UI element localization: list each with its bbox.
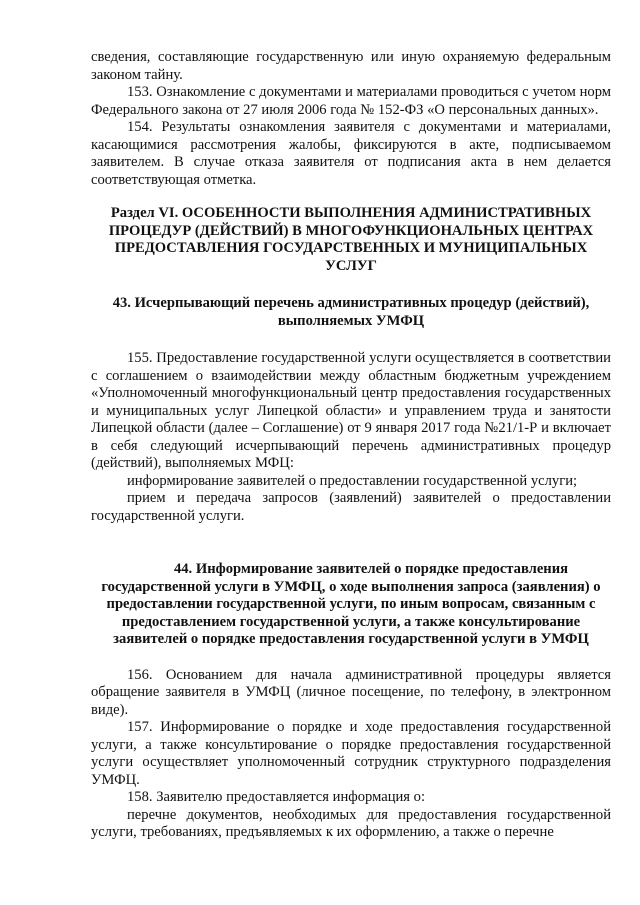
document-page <box>91 49 611 842</box>
paragraph-154: 154. Результаты ознакомления заявителя с документами и материалами, касающимися рассмотрения жалобы, фиксируются в акте, подписываемом заявителем. В случае отказа заявителя от подписания акта в нем делается соответствующая отметка. <box>91 119 611 188</box>
list-item: прием и передача запросов (заявлений) заявителей о предоставлении государственной услуги. <box>91 490 611 524</box>
paragraph-155: 155. Предоставление государственной услуги осуществляется в соответствии с соглашением о взаимодействии между областным бюджетным учреждением «Уполномоченный многофункциональный центр предоставления государственных и муниципальных услуг Липецкой области» и управлением труда и занятости Липецкой области (далее – Соглашение) от 9 января 2017 года №21/1-Р и включает в себя следующий исчерпывающий перечень административных процедур (действий), выполняемых МФЦ: <box>91 350 611 471</box>
paragraph-156: 156. Основанием для начала административной процедуры является обращение заявителя в УМФЦ (личное посещение, по телефону, в электронном виде). <box>91 666 611 718</box>
paragraph-158-item: перечне документов, необходимых для предоставления государственной услуги, требованиях, предъявляемых к их оформлению, а также о перечне <box>91 806 611 840</box>
list-item: информирование заявителей о предоставлении государственной услуги; <box>127 472 578 489</box>
section-6-heading: Раздел VI. ОСОБЕННОСТИ ВЫПОЛНЕНИЯ АДМИНИСТРАТИВНЫХ ПРОЦЕДУР (ДЕЙСТВИЙ) В МНОГОФУНКЦИОНАЛЬНЫХ ЦЕНТРАХ ПРЕДОСТАВЛЕНИЯ ГОСУДАРСТВЕННЫХ И МУНИЦИПАЛЬНЫХ УСЛУГ <box>108 205 594 274</box>
subsection-43-heading: 43. Исчерпывающий перечень административных процедур (действий), выполняемых УМФЦ <box>112 295 590 329</box>
subsection-44-heading: 44. Информирование заявителей о порядке предоставления государственной услуги в УМФЦ, о ходе выполнения запроса (заявления) о предоставлении государственной услуги, по иным вопросам, связанным с предоставлением государственной услуги, а также консультирование заявителей о порядке предоставления государственной услуги в УМФЦ <box>101 561 601 647</box>
paragraph-153: 153. Ознакомление с документами и материалами проводиться с учетом норм Федерального закона от 27 июля 2006 года № 152-ФЗ «О персональных данных». <box>91 84 611 118</box>
paragraph-157: 157. Информирование о порядке и ходе предоставления государственной услуги, а также консультирование о порядке предоставления государственной услуги осуществляет уполномоченный сотрудник структурного подразделения УМФЦ. <box>91 719 611 788</box>
paragraph-continuation: сведения, составляющие государственную или иную охраняемую федеральным законом тайну. <box>91 49 611 83</box>
paragraph-158: 158. Заявителю предоставляется информация о: <box>127 789 426 805</box>
